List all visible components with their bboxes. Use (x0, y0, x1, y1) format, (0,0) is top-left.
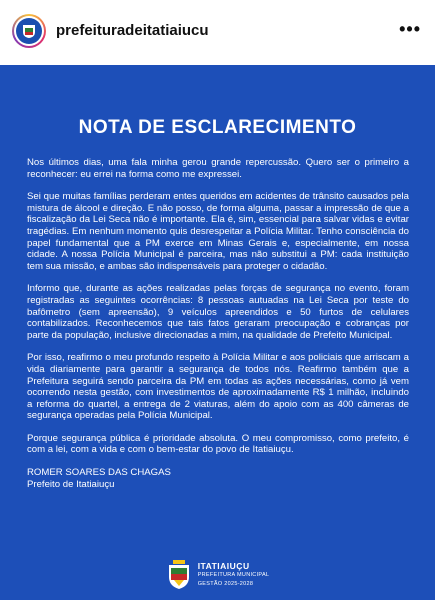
paragraph-4: Por isso, reafirmo o meu profundo respeito à Polícia Militar e aos policiais que arriscam a vida diariamente para garantir a segurança de todos nós. Reafirmo também que a Prefeitura seguirá sendo parceira da PM em todas as ações necessárias, como já vem ocorrendo nesta gestão, com investimentos de aproximadamente R$ 1 milhão, incluindo a reforma do quartel, a entrega de 2 viaturas, além do apoio com as 400 câmeras de segurança operadas pela Polícia Municipal. (27, 352, 409, 422)
post-title: NOTA DE ESCLARECIMENTO (78, 117, 357, 138)
signature-role: Prefeito de Itatiaiuçu (27, 478, 115, 490)
paragraph-2: Sei que muitas famílias perderam entes queridos em acidentes de trânsito causados pela mistura de álcool e direção. E não posso, de forma alguma, passar a impressão de que a fiscalização da Lei Seca não é importante. Ela é, sim, essencial para salvar vidas e evitar tragédias. Em nenhum momento quis desrespeitar a Polícia Militar. Tenho consciência do papel fundamental que a PM exerce em Minas Gerais e, especialmente, em nossa cidade. A nossa Polícia Municipal é parceira, mas não substitui a PM: cada instituição tem sua missão, e ambas são indispensáveis para proteger o cidadão. (27, 191, 409, 272)
footer-city-name: ITATIAIUÇU (197, 560, 250, 571)
profile-avatar[interactable] (12, 14, 46, 48)
municipal-crest-icon (166, 560, 192, 590)
footer-text (198, 562, 270, 589)
footer-logo (0, 556, 435, 594)
paragraph-5: Porque segurança pública é prioridade absoluta. O meu compromisso, como prefeito, é com a lei, com a vida e com o bem-estar do povo de Itatiaiuçu. (27, 432, 409, 456)
city-crest-icon (16, 18, 42, 44)
footer-line-2: GESTÃO 2025-2028 (197, 580, 254, 587)
avatar-ring (14, 16, 44, 46)
signature-name: ROMER SOARES DAS CHAGAS (27, 467, 171, 479)
post-body (27, 157, 409, 490)
footer-line-1: PREFEITURA MUNICIPAL (197, 571, 270, 578)
profile-username[interactable]: prefeituradeitatiaiucu (56, 22, 209, 39)
post-image (0, 65, 435, 600)
paragraph-3: Informo que, durante as ações realizadas pelas forças de segurança no evento, foram registradas as seguintes ocorrências: 8 pessoas autuadas na Lei Seca por teste do bafômetro (sem apreensão), 9 veículos apreendidos e 50 furtos de celulares contabilizados. Reconhecemos que tais fatos geraram preocupação e cobranças por parte da população, inclusive direcionadas a mim, na qualidade de Prefeito Municipal. (27, 283, 409, 341)
more-horizontal-icon[interactable]: ••• (399, 19, 421, 39)
post-header (0, 0, 435, 65)
paragraph-1: Nos últimos dias, uma fala minha gerou grande repercussão. Quero ser o primeiro a reconhecer: eu errei na forma como me expressei. (27, 157, 409, 180)
